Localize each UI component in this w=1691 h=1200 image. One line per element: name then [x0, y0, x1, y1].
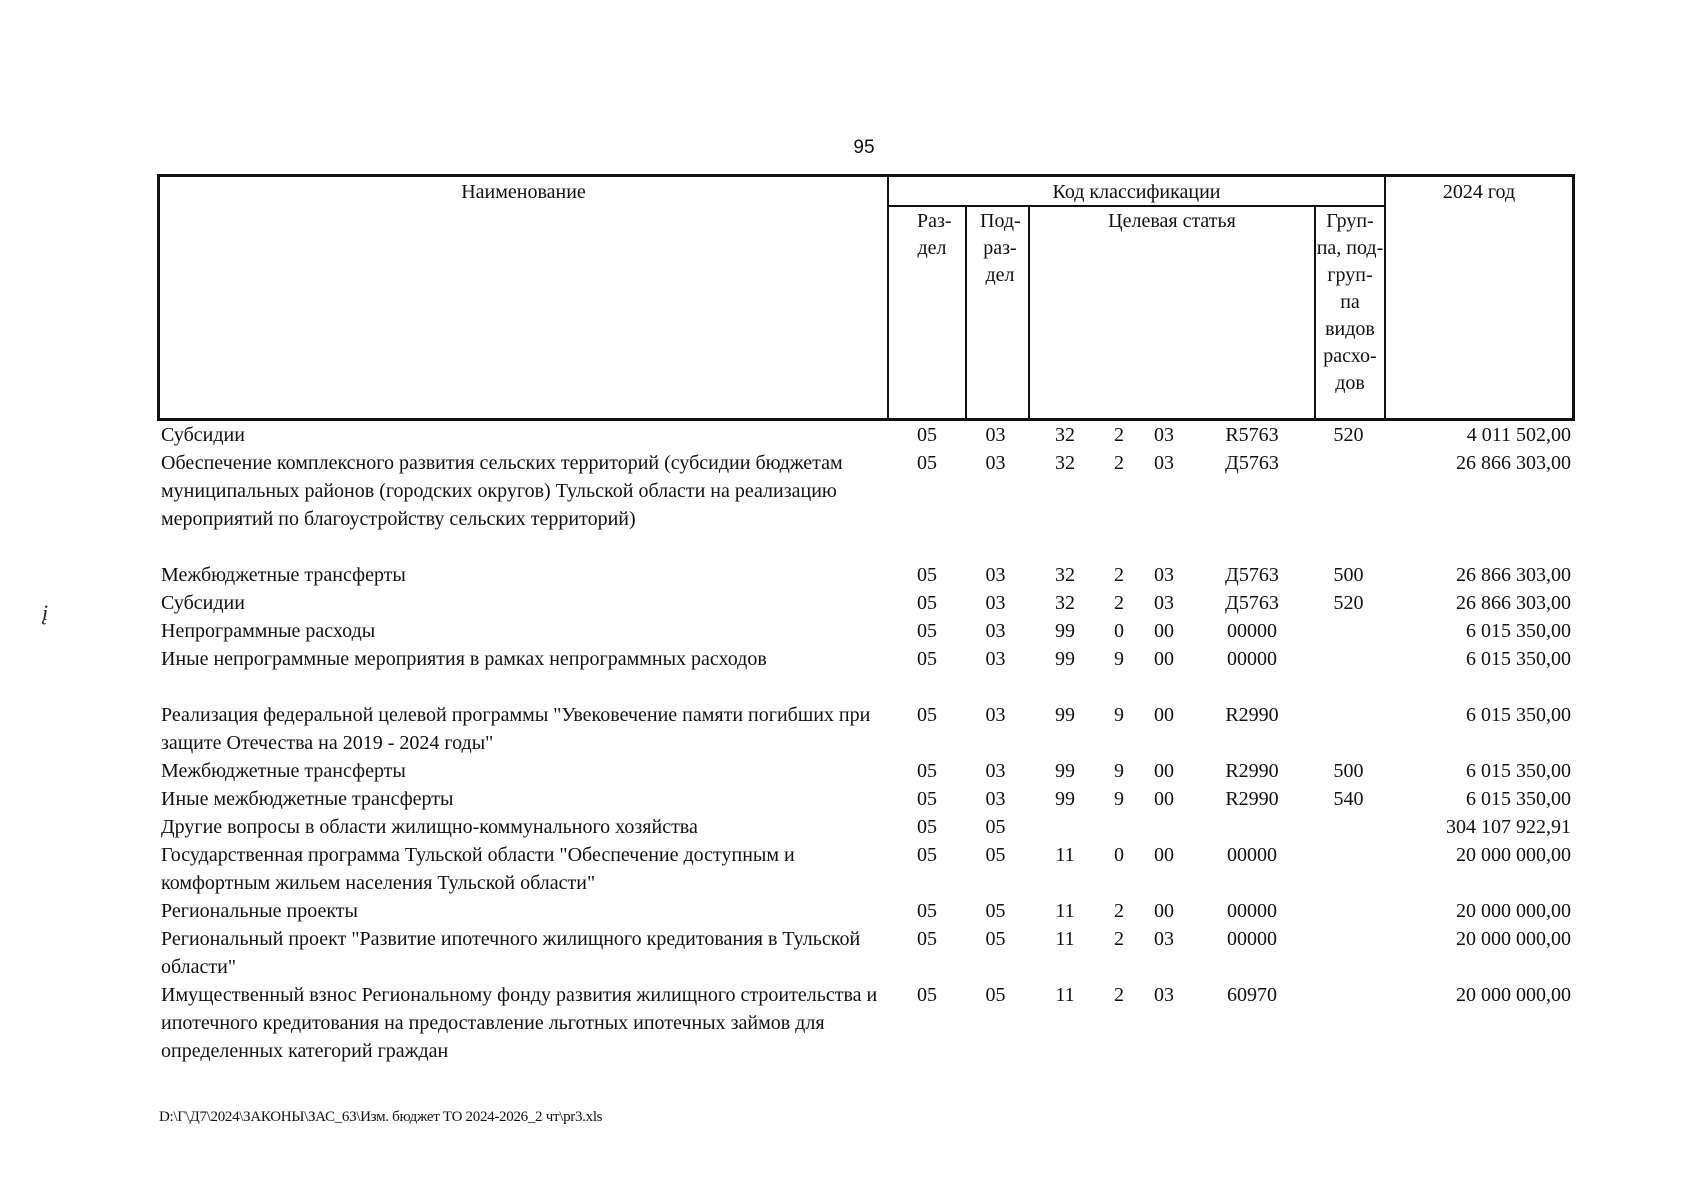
podrazdel-code: 03 [985, 564, 1006, 586]
target-event-code: 00 [1154, 760, 1174, 782]
target-program-code: 99 [1055, 788, 1075, 810]
podrazdel-code: 05 [985, 816, 1006, 838]
page-number: 95 [853, 137, 875, 158]
header-divider [965, 205, 967, 418]
target-direction-code: 00000 [1227, 928, 1277, 950]
table-row [157, 449, 1575, 561]
header-podrazdel: Под- раз- дел [980, 210, 1021, 286]
table-row [157, 589, 1575, 617]
target-direction-code: 60970 [1227, 984, 1277, 1006]
target-direction-code: 00000 [1227, 844, 1277, 866]
amount-2024: 4 011 502,00 [1466, 424, 1571, 446]
row-name: Региональные проекты [161, 900, 358, 922]
podrazdel-code: 05 [985, 844, 1006, 866]
table-row [157, 925, 1575, 981]
target-program-code: 32 [1055, 424, 1075, 446]
row-name: Межбюджетные трансферты [161, 760, 406, 782]
target-program-code: 11 [1055, 984, 1075, 1006]
row-name: Межбюджетные трансферты [161, 564, 406, 586]
table-row [157, 561, 1575, 589]
table-row [157, 897, 1575, 925]
target-subprogram-code: 9 [1114, 648, 1124, 670]
podrazdel-code: 03 [985, 648, 1006, 670]
target-event-code: 03 [1154, 452, 1174, 474]
target-subprogram-code: 2 [1114, 424, 1124, 446]
expense-group-code: 520 [1333, 424, 1364, 446]
file-path-footer: D:\Г\Д7\2024\ЗАКОНЫ\ЗАС_63\Изм. бюджет ТО 2024-2026_2 чт\pr3.xls [159, 1109, 603, 1125]
podrazdel-code: 03 [985, 452, 1006, 474]
target-subprogram-code: 0 [1114, 620, 1124, 642]
header-divider [1028, 205, 1030, 418]
target-direction-code: 00000 [1227, 900, 1277, 922]
target-program-code: 11 [1055, 928, 1075, 950]
expense-group-code: 500 [1333, 564, 1364, 586]
table-row [157, 785, 1575, 813]
expense-group-code: 540 [1333, 788, 1364, 810]
target-event-code: 00 [1154, 648, 1174, 670]
target-program-code: 32 [1055, 452, 1075, 474]
razdel-code: 05 [917, 900, 937, 922]
expense-group-code: 520 [1333, 592, 1364, 614]
target-event-code: 00 [1154, 620, 1174, 642]
row-name: Имущественный взнос Региональному фонду развития жилищного строительства и ипотечного кредитования на предоставление льготных ипотечных займов для определенных категорий граждан [161, 984, 878, 1062]
amount-2024: 26 866 303,00 [1456, 564, 1571, 586]
target-event-code: 03 [1154, 592, 1174, 614]
target-direction-code: R2990 [1225, 788, 1279, 810]
header-classification-underline [889, 205, 1384, 207]
podrazdel-code: 03 [985, 424, 1006, 446]
target-event-code: 00 [1154, 704, 1174, 726]
amount-2024: 6 015 350,00 [1466, 704, 1571, 726]
target-event-code: 03 [1154, 564, 1174, 586]
row-name: Субсидии [161, 424, 245, 446]
row-name: Иные межбюджетные трансферты [161, 788, 454, 810]
amount-2024: 20 000 000,00 [1456, 984, 1571, 1006]
target-subprogram-code: 9 [1114, 760, 1124, 782]
table-row [157, 617, 1575, 645]
header-group: Груп- па, под- груп- па видов расхо- дов [1316, 210, 1384, 394]
razdel-code: 05 [917, 704, 937, 726]
razdel-code: 05 [917, 648, 937, 670]
target-program-code: 11 [1055, 900, 1075, 922]
target-event-code: 00 [1154, 900, 1174, 922]
row-name: Государственная программа Тульской области "Обеспечение доступным и комфортным жильем населения Тульской области" [161, 844, 795, 894]
amount-2024: 20 000 000,00 [1456, 844, 1571, 866]
expense-group-code: 500 [1333, 760, 1364, 782]
target-direction-code: Д5763 [1225, 452, 1279, 474]
podrazdel-code: 03 [985, 704, 1006, 726]
amount-2024: 6 015 350,00 [1466, 648, 1571, 670]
target-direction-code: 00000 [1227, 620, 1277, 642]
table-row [157, 645, 1575, 701]
target-program-code: 99 [1055, 760, 1075, 782]
amount-2024: 304 107 922,91 [1446, 816, 1571, 838]
target-event-code: 03 [1154, 424, 1174, 446]
row-name: Обеспечение комплексного развития сельских территорий (субсидии бюджетам муниципальных районов (городских округов) Тульской области на реализацию мероприятий по благоустройству сельских территорий) [161, 452, 843, 530]
target-direction-code: Д5763 [1225, 592, 1279, 614]
target-direction-code: Д5763 [1225, 564, 1279, 586]
target-event-code: 03 [1154, 984, 1174, 1006]
header-target: Целевая статья [1108, 210, 1236, 232]
header-year: 2024 год [1442, 181, 1516, 203]
razdel-code: 05 [917, 788, 937, 810]
podrazdel-code: 03 [985, 620, 1006, 642]
target-direction-code: R5763 [1225, 424, 1279, 446]
header-divider [1384, 177, 1386, 418]
podrazdel-code: 03 [985, 760, 1006, 782]
target-program-code: 32 [1055, 592, 1075, 614]
table-row [157, 813, 1575, 841]
target-subprogram-code: 2 [1114, 984, 1124, 1006]
amount-2024: 6 015 350,00 [1466, 760, 1571, 782]
table-header [157, 174, 1575, 421]
target-program-code: 11 [1055, 844, 1075, 866]
target-subprogram-code: 9 [1114, 788, 1124, 810]
target-event-code: 03 [1154, 928, 1174, 950]
podrazdel-code: 05 [985, 928, 1006, 950]
amount-2024: 6 015 350,00 [1466, 620, 1571, 642]
table-body [157, 421, 1575, 1065]
razdel-code: 05 [917, 592, 937, 614]
table-row [157, 841, 1575, 897]
razdel-code: 05 [917, 816, 937, 838]
razdel-code: 05 [917, 564, 937, 586]
table-row [157, 981, 1575, 1065]
target-program-code: 99 [1055, 704, 1075, 726]
amount-2024: 20 000 000,00 [1456, 928, 1571, 950]
target-event-code: 00 [1154, 844, 1174, 866]
target-subprogram-code: 9 [1114, 704, 1124, 726]
razdel-code: 05 [917, 984, 937, 1006]
razdel-code: 05 [917, 620, 937, 642]
target-program-code: 99 [1055, 620, 1075, 642]
target-program-code: 99 [1055, 648, 1075, 670]
amount-2024: 6 015 350,00 [1466, 788, 1571, 810]
header-razdel: Раз- дел [917, 210, 952, 259]
razdel-code: 05 [917, 928, 937, 950]
amount-2024: 26 866 303,00 [1456, 592, 1571, 614]
target-direction-code: 00000 [1227, 648, 1277, 670]
podrazdel-code: 03 [985, 788, 1006, 810]
target-program-code: 32 [1055, 564, 1075, 586]
target-event-code: 00 [1154, 788, 1174, 810]
row-name: Региональный проект "Развитие ипотечного жилищного кредитования в Тульской области" [161, 928, 861, 978]
row-name: Иные непрограммные мероприятия в рамках непрограммных расходов [161, 648, 767, 670]
razdel-code: 05 [917, 452, 937, 474]
table-row [157, 421, 1575, 449]
amount-2024: 26 866 303,00 [1456, 452, 1571, 474]
podrazdel-code: 05 [985, 900, 1006, 922]
header-name: Наименование [461, 181, 586, 203]
row-name: Другие вопросы в области жилищно-коммунального хозяйства [161, 816, 698, 838]
target-direction-code: R2990 [1225, 704, 1279, 726]
target-subprogram-code: 2 [1114, 592, 1124, 614]
podrazdel-code: 03 [985, 592, 1006, 614]
razdel-code: 05 [917, 424, 937, 446]
razdel-code: 05 [917, 760, 937, 782]
table-row [157, 701, 1575, 757]
header-divider [887, 177, 889, 418]
amount-2024: 20 000 000,00 [1456, 900, 1571, 922]
podrazdel-code: 05 [985, 984, 1006, 1006]
stray-mark: į [42, 600, 49, 625]
target-subprogram-code: 2 [1114, 452, 1124, 474]
table-row [157, 757, 1575, 785]
row-name: Реализация федеральной целевой программы "Увековечение памяти погибших при защите Отечества на 2019 - 2024 годы" [161, 704, 871, 754]
target-direction-code: R2990 [1225, 760, 1279, 782]
target-subprogram-code: 2 [1114, 564, 1124, 586]
target-subprogram-code: 0 [1114, 844, 1124, 866]
row-name: Субсидии [161, 592, 245, 614]
header-classification: Код классификации [1052, 181, 1221, 203]
razdel-code: 05 [917, 844, 937, 866]
row-name: Непрограммные расходы [161, 620, 376, 642]
target-subprogram-code: 2 [1114, 928, 1124, 950]
target-subprogram-code: 2 [1114, 900, 1124, 922]
